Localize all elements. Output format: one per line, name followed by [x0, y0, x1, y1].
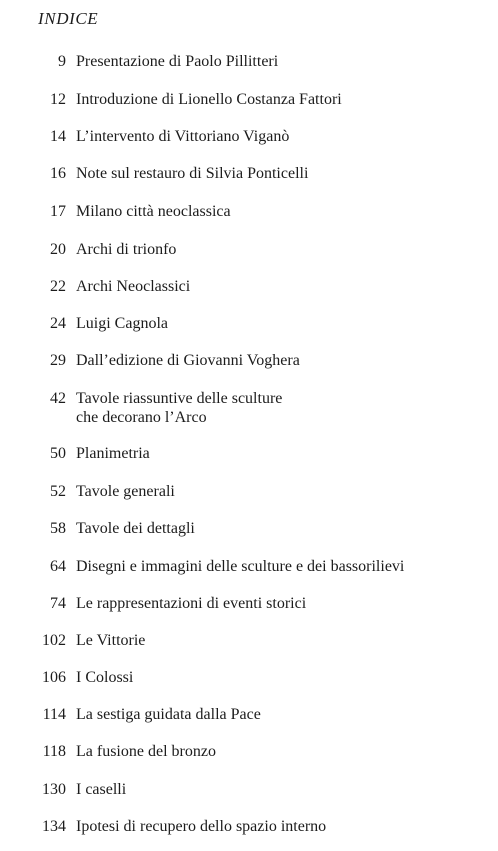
- toc-entry-title: Archi di trionfo: [76, 241, 177, 258]
- toc-page-number: 20: [50, 241, 66, 258]
- toc-entry-title: Luigi Cagnola: [76, 315, 168, 332]
- toc-entry-title: Dall’edizione di Giovanni Voghera: [76, 352, 300, 369]
- toc-page-number: 114: [42, 706, 66, 723]
- toc-entry-title: Introduzione di Lionello Costanza Fattori: [76, 91, 342, 108]
- toc-page-number: 130: [42, 781, 66, 798]
- toc-page-number: 17: [50, 203, 66, 220]
- toc-entry-title: Archi Neoclassici: [76, 278, 191, 295]
- toc-entry-title: Le Vittorie: [76, 632, 146, 649]
- toc-page-number: 42: [50, 390, 66, 407]
- toc-entry-title-continuation: che decorano l’Arco: [76, 409, 207, 426]
- toc-page-number: 106: [42, 669, 66, 686]
- toc-entry-title: Tavole dei dettagli: [76, 520, 195, 537]
- toc-entry-title: Presentazione di Paolo Pillitteri: [76, 53, 279, 70]
- toc-page-number: 14: [50, 128, 66, 145]
- toc-entry-title: L’intervento di Vittoriano Viganò: [76, 128, 290, 145]
- toc-page-number: 16: [50, 165, 66, 182]
- toc-entry-title-block: [76, 389, 492, 427]
- toc-page-number: 74: [50, 595, 66, 612]
- toc-entry-title: I Colossi: [76, 669, 134, 686]
- toc-page-number: 29: [50, 352, 66, 369]
- toc-entry-title: Tavole generali: [76, 483, 175, 500]
- toc-entry-title: Milano città neoclassica: [76, 203, 231, 220]
- toc-entry-title: Planimetria: [76, 445, 150, 462]
- toc-entry-title: La sestiga guidata dalla Pace: [76, 706, 261, 723]
- toc-entry-title: Tavole riassuntive delle sculture: [76, 390, 283, 407]
- toc-entry-title: I caselli: [76, 781, 127, 798]
- toc-page-number: 52: [50, 483, 66, 500]
- toc-page-number: 9: [58, 53, 66, 70]
- toc-entry-title: Le rappresentazioni di eventi storici: [76, 595, 307, 612]
- toc-entry-title: Ipotesi di recupero dello spazio interno: [76, 818, 327, 835]
- toc-page-number: 22: [50, 278, 66, 295]
- toc-page-number: 134: [42, 818, 66, 835]
- toc-page-number: 24: [50, 315, 66, 332]
- toc-entry-title: Note sul restauro di Silvia Ponticelli: [76, 165, 309, 182]
- toc-page-number: 58: [50, 520, 66, 537]
- toc-page-number: 118: [42, 743, 66, 760]
- index-title: INDICE: [38, 9, 99, 28]
- toc-entry-title: La fusione del bronzo: [76, 743, 216, 760]
- toc-page-number: 64: [50, 558, 66, 575]
- toc-page-number: 50: [50, 445, 66, 462]
- toc-entry-title: Disegni e immagini delle sculture e dei bassorilievi: [76, 558, 405, 575]
- toc-page-number: 102: [42, 632, 66, 649]
- toc-page-number: 12: [50, 91, 66, 108]
